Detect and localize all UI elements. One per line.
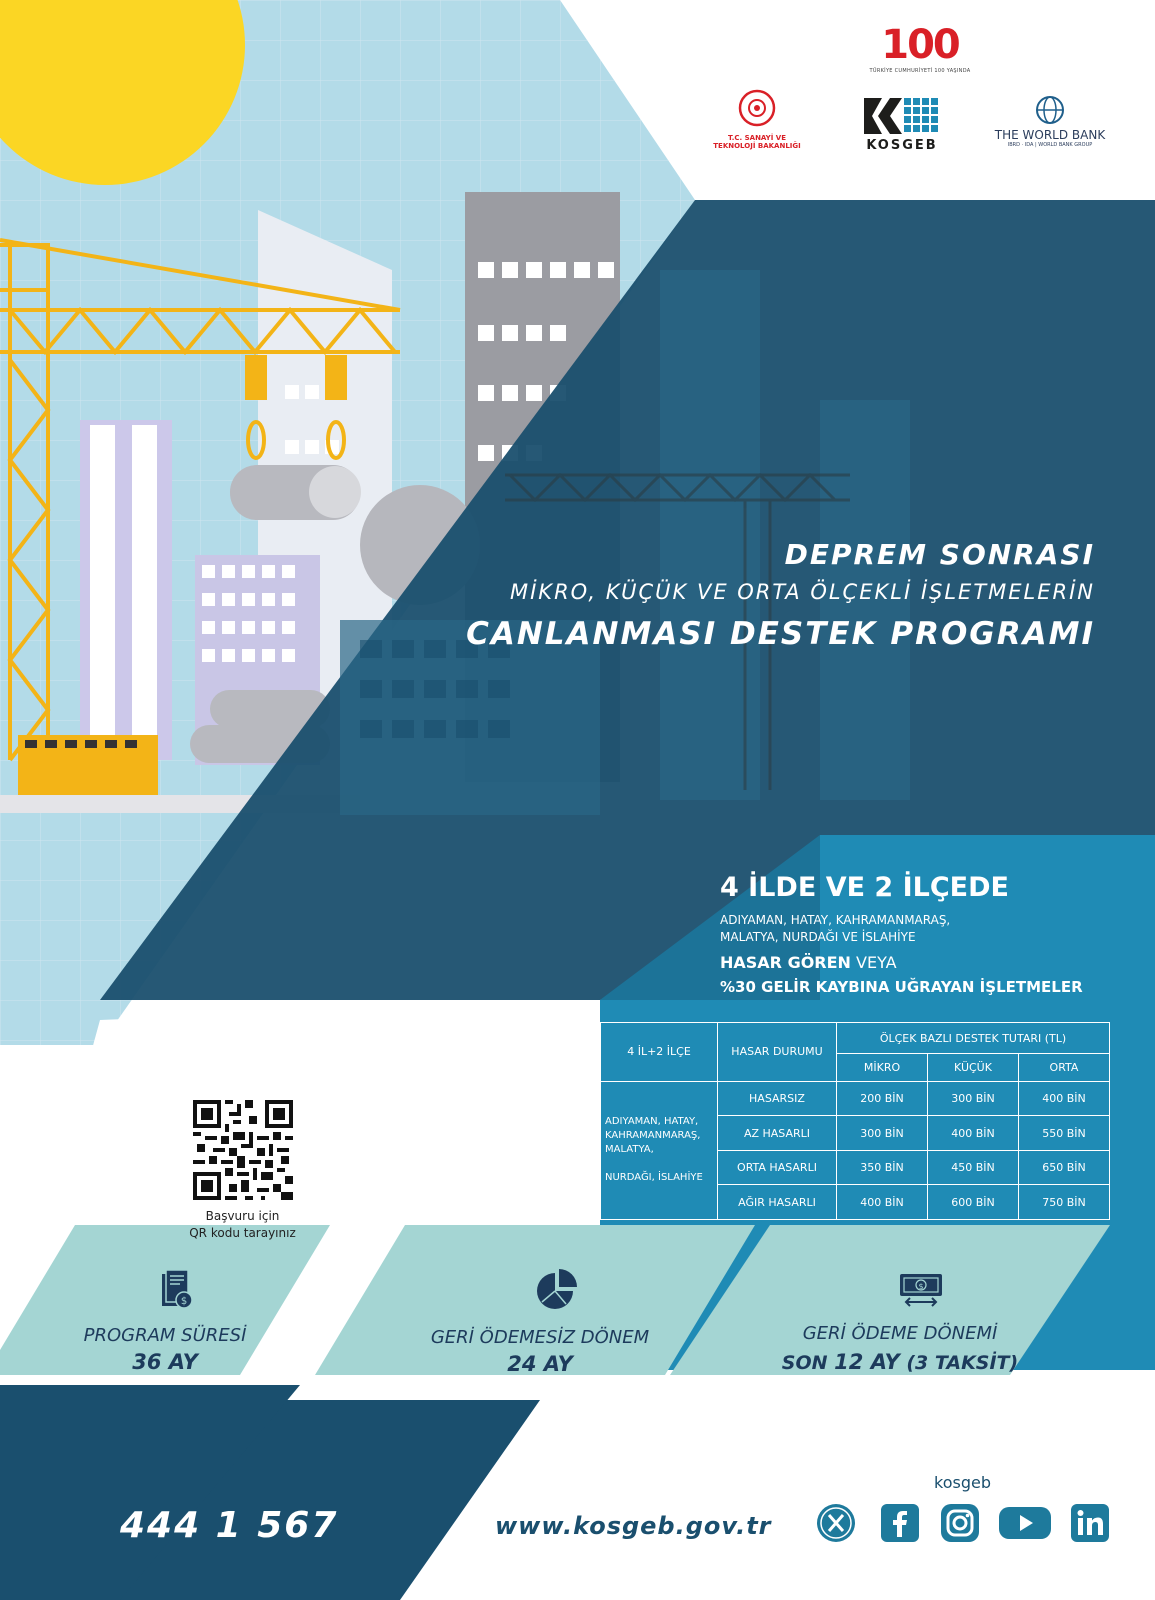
table-row bbox=[601, 1081, 1110, 1116]
damage-cell: HASARSIZ bbox=[718, 1081, 837, 1116]
card-1-label: PROGRAM SÜRESİ bbox=[83, 1325, 247, 1346]
youtube-icon[interactable] bbox=[998, 1503, 1052, 1543]
amount-cell: 200 BİN bbox=[837, 1081, 928, 1116]
table-header-amount: ÖLÇEK BAZLI DESTEK TUTARI (TL) bbox=[837, 1023, 1110, 1054]
region-line-2: KAHRAMANMARAŞ, bbox=[605, 1130, 701, 1142]
worldbank-name: THE WORLD BANK bbox=[994, 128, 1106, 142]
table-region-cell bbox=[601, 1081, 718, 1219]
card-3-label: GERİ ÖDEME DÖNEMİ bbox=[802, 1323, 998, 1344]
social-handle: kosgeb bbox=[934, 1473, 991, 1492]
title-line-2: MİKRO, KÜÇÜK VE ORTA ÖLÇEKLİ İŞLETMELERİN bbox=[510, 580, 1095, 604]
centenary-logo bbox=[860, 22, 980, 82]
banknote-icon bbox=[898, 1272, 944, 1308]
instagram-icon[interactable] bbox=[940, 1503, 980, 1543]
card-2-value: 24 AY bbox=[507, 1352, 573, 1376]
scope-headline: 4 İLDE VE 2 İLÇEDE bbox=[720, 872, 1009, 903]
qr-caption-line2: QR kodu tarayınız bbox=[189, 1226, 296, 1240]
kosgeb-mark-icon bbox=[864, 98, 940, 134]
table-header-medium: ORTA bbox=[1019, 1054, 1110, 1081]
card-3-value bbox=[770, 1350, 1030, 1374]
website-link[interactable]: www.kosgeb.gov.tr bbox=[495, 1512, 772, 1540]
kosgeb-logo-text: KOSGEB bbox=[866, 138, 938, 153]
damage-cell: AZ HASARLI bbox=[718, 1116, 837, 1151]
worldbank-sub: IBRD · IDA | WORLD BANK GROUP bbox=[1007, 142, 1093, 148]
amount-cell: 400 BİN bbox=[1019, 1081, 1110, 1116]
table-header-small: KÜÇÜK bbox=[928, 1054, 1019, 1081]
card-1-value: 36 AY bbox=[132, 1350, 198, 1374]
scope-criteria-line1 bbox=[720, 953, 897, 972]
amount-cell: 450 BİN bbox=[928, 1150, 1019, 1185]
support-amount-table bbox=[600, 1022, 1110, 1220]
kosgeb-logo bbox=[862, 98, 942, 156]
svg-text:$: $ bbox=[180, 1296, 188, 1307]
globe-icon bbox=[1035, 95, 1065, 125]
amount-cell: 750 BİN bbox=[1019, 1185, 1110, 1220]
facebook-icon[interactable] bbox=[880, 1503, 920, 1543]
amount-cell: 600 BİN bbox=[928, 1185, 1019, 1220]
centenary-mark: 100 bbox=[881, 22, 959, 68]
qr-code[interactable] bbox=[193, 1100, 293, 1200]
qr-code-icon bbox=[193, 1100, 293, 1200]
title-line-3: CANLANMASI DESTEK PROGRAMI bbox=[466, 616, 1095, 652]
worldbank-logo bbox=[985, 95, 1115, 155]
svg-text:$: $ bbox=[918, 1282, 924, 1291]
ministry-emblem-icon bbox=[737, 88, 777, 128]
ministry-logo bbox=[712, 88, 802, 156]
amount-cell: 300 BİN bbox=[928, 1081, 1019, 1116]
card-3-value-main: 12 AY bbox=[834, 1350, 900, 1374]
card-3-value-prefix: SON bbox=[781, 1352, 835, 1374]
amount-cell: 400 BİN bbox=[928, 1116, 1019, 1151]
pie-chart-icon bbox=[536, 1268, 578, 1310]
scope-criteria-line2: %30 GELİR KAYBINA UĞRAYAN İŞLETMELER bbox=[720, 978, 1083, 996]
phone-number[interactable]: 444 1 567 bbox=[120, 1505, 339, 1546]
ministry-name-line2: TEKNOLOJİ BAKANLIĞI bbox=[713, 142, 801, 150]
title-line-1: DEPREM SONRASI bbox=[784, 538, 1095, 571]
x-icon[interactable] bbox=[816, 1503, 856, 1543]
region-line-1: ADIYAMAN, HATAY, bbox=[605, 1116, 699, 1128]
criteria-or: VEYA bbox=[850, 953, 897, 972]
criteria-bold: HASAR GÖREN bbox=[720, 953, 851, 972]
amount-cell: 400 BİN bbox=[837, 1185, 928, 1220]
table-header-micro: MİKRO bbox=[837, 1054, 928, 1081]
damage-cell: AĞIR HASARLI bbox=[718, 1185, 837, 1220]
table-header-damage: HASAR DURUMU bbox=[718, 1023, 837, 1082]
amount-cell: 350 BİN bbox=[837, 1150, 928, 1185]
card-2-label: GERİ ÖDEMESİZ DÖNEM bbox=[430, 1327, 650, 1348]
qr-caption bbox=[160, 1208, 325, 1242]
ministry-name-line1: T.C. SANAYİ VE bbox=[728, 134, 786, 142]
amount-cell: 550 BİN bbox=[1019, 1116, 1110, 1151]
document-money-icon bbox=[158, 1268, 196, 1312]
scope-places-line1: ADIYAMAN, HATAY, KAHRAMANMARAŞ, bbox=[720, 913, 951, 927]
linkedin-icon[interactable] bbox=[1070, 1503, 1110, 1543]
region-line-4: NURDAĞI, İSLAHİYE bbox=[605, 1172, 703, 1184]
table-header-region: 4 İL+2 İLÇE bbox=[601, 1023, 718, 1082]
qr-caption-line1: Başvuru için bbox=[205, 1209, 280, 1223]
region-line-3: MALATYA, bbox=[605, 1144, 654, 1156]
card-3-value-suffix: (3 TAKSİT) bbox=[899, 1352, 1019, 1374]
damage-cell: ORTA HASARLI bbox=[718, 1150, 837, 1185]
centenary-caption: TÜRKİYE CUMHURİYETİ 100 YAŞINDA bbox=[869, 68, 971, 74]
scope-places-line2: MALATYA, NURDAĞI VE İSLAHİYE bbox=[720, 930, 916, 944]
amount-cell: 650 BİN bbox=[1019, 1150, 1110, 1185]
amount-cell: 300 BİN bbox=[837, 1116, 928, 1151]
